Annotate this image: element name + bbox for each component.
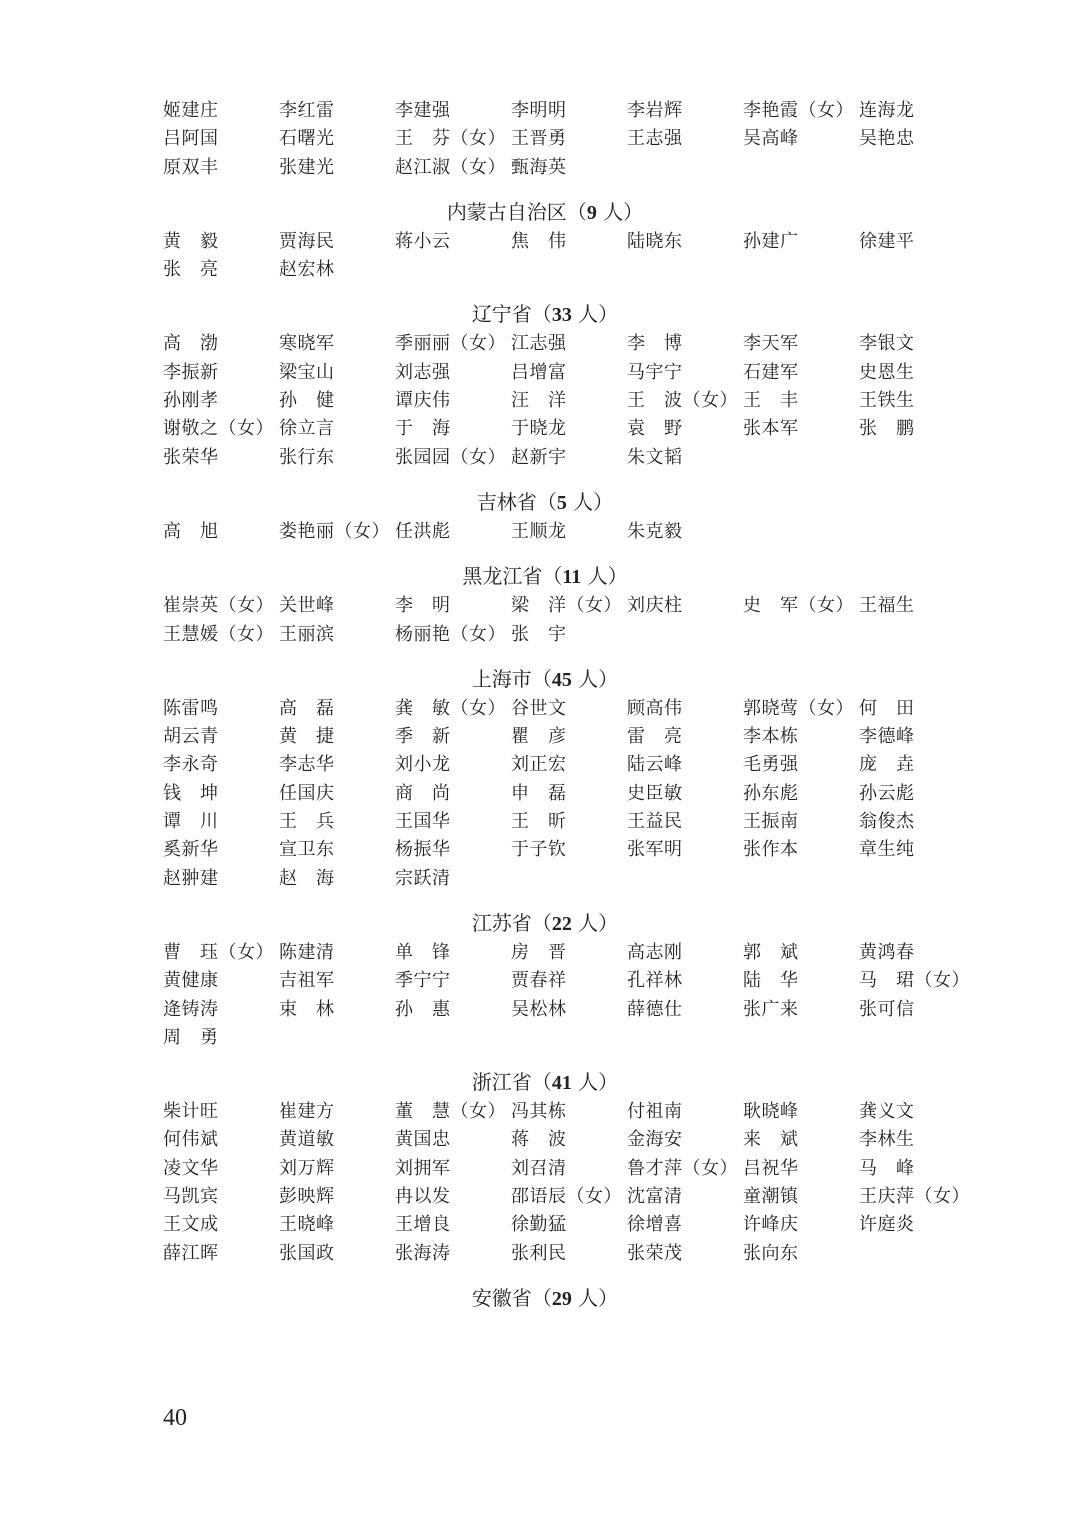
section-title-close: 人）: [566, 489, 614, 514]
person-name: 许庭炎: [859, 1214, 915, 1236]
person-name: 王福生: [859, 595, 915, 617]
person-name: 张作本: [743, 839, 799, 861]
person-name: 吴松林: [511, 998, 567, 1020]
person-name: 张利民: [511, 1242, 567, 1264]
section-title-count: 29: [551, 1287, 572, 1310]
section-title-name: 内蒙古自治区: [446, 199, 567, 224]
person-name: 凌文华: [163, 1157, 219, 1179]
section-title-close: 人）: [596, 199, 644, 224]
person-name: 马凯宾: [163, 1186, 219, 1208]
section-name-grid: [163, 939, 970, 1052]
province-section: [163, 1282, 963, 1314]
person-name: 张行东: [279, 446, 335, 468]
person-name: 龚 敏（女）: [395, 697, 506, 719]
person-name: 来 斌: [743, 1129, 799, 1151]
province-section: [163, 560, 963, 649]
person-name: 石建军: [743, 361, 799, 383]
person-name: 赵宏林: [279, 259, 335, 281]
person-name: 马宇宁: [627, 361, 683, 383]
person-name: 王铁生: [859, 390, 915, 412]
person-name: 张园园（女）: [395, 446, 506, 468]
person-name: 何 田: [859, 697, 915, 719]
person-name: 孙东彪: [743, 782, 799, 804]
person-name: 王 丰: [743, 390, 799, 412]
section-title-name: 江苏省: [471, 910, 532, 935]
person-name: 鲁才萍（女）: [627, 1157, 738, 1179]
section-title-count: 11: [562, 566, 582, 589]
person-name: 付祖南: [627, 1101, 683, 1123]
person-name: 甄海英: [511, 156, 567, 178]
person-name: 刘拥军: [395, 1157, 451, 1179]
person-name: 梁宝山: [279, 361, 335, 383]
person-name: 王 昕: [511, 811, 567, 833]
province-section: [163, 663, 963, 893]
province-section: [163, 486, 963, 546]
person-name: 黄 毅: [163, 230, 219, 252]
person-name: 江志强: [511, 333, 567, 355]
section-name-grid: [163, 330, 963, 471]
province-sections: [163, 196, 970, 1314]
person-name: 王 波（女）: [627, 390, 738, 412]
person-name: 翁俊杰: [859, 811, 915, 833]
person-name: 王增良: [395, 1214, 451, 1236]
section-title-count: 33: [551, 304, 572, 327]
person-name: 曹 珏（女）: [163, 941, 274, 963]
person-name: 孙刚孝: [163, 390, 219, 412]
person-name: 耿晓峰: [743, 1101, 799, 1123]
person-name: 张荣茂: [627, 1242, 683, 1264]
person-name: 王晋勇: [511, 128, 567, 150]
person-name: 钱 坤: [163, 782, 219, 804]
person-name: 李岩辉: [627, 100, 683, 121]
person-name: 刘召清: [511, 1157, 567, 1179]
person-name: 李林生: [859, 1129, 915, 1151]
person-name: 李永奇: [163, 754, 219, 776]
person-name: 张建光: [279, 156, 335, 178]
person-name: 许峰庆: [743, 1214, 799, 1236]
person-name: 于子钦: [511, 839, 567, 861]
person-name: 王益民: [627, 811, 683, 833]
person-name: 张 亮: [163, 259, 219, 281]
person-name: 王慧媛（女）: [163, 623, 274, 645]
person-name: 刘正宏: [511, 754, 567, 776]
person-name: 赵新宇: [511, 446, 567, 468]
person-name: 沈富清: [627, 1186, 683, 1208]
section-name-grid: [163, 592, 963, 649]
person-name: 李红雷: [279, 100, 335, 121]
person-name: 徐立言: [279, 418, 335, 440]
person-name: 孔祥林: [627, 970, 683, 992]
person-name: 胡云青: [163, 726, 219, 748]
person-name: 章生纯: [859, 839, 915, 861]
person-name: 李 明: [395, 595, 451, 617]
person-name: 邵语辰（女）: [511, 1186, 622, 1208]
person-name: 王庆萍（女）: [859, 1186, 970, 1208]
person-name: 王 兵: [279, 811, 335, 833]
person-name: 孙 惠: [395, 998, 451, 1020]
person-name: 李志华: [279, 754, 335, 776]
person-name: 董 慧（女）: [395, 1101, 506, 1123]
section-title-open: （: [531, 666, 552, 691]
section-title-count: 41: [551, 1072, 572, 1095]
section-title-name: 上海市: [471, 666, 532, 691]
section-title-open: （: [536, 489, 557, 514]
person-name: 原双丰: [163, 156, 219, 178]
person-name: 陈建清: [279, 941, 335, 963]
person-name: 娄艳丽（女）: [279, 520, 390, 542]
person-name: 刘庆柱: [627, 595, 683, 617]
person-name: 姬建庄: [163, 100, 219, 121]
person-name: 王丽滨: [279, 623, 335, 645]
person-name: 李天军: [743, 333, 799, 355]
section-title-count: 5: [556, 491, 567, 514]
person-name: 赵 海: [279, 867, 335, 889]
person-name: 杨振华: [395, 839, 451, 861]
person-name: 张军明: [627, 839, 683, 861]
person-name: 孙 健: [279, 390, 335, 412]
person-name: 赵江淑（女）: [395, 156, 506, 178]
person-name: 焦 伟: [511, 230, 567, 252]
person-name: 张本军: [743, 418, 799, 440]
person-name: 陆 华: [743, 970, 799, 992]
section-title-name: 辽宁省: [471, 302, 532, 327]
person-name: 商 尚: [395, 782, 451, 804]
section-title-name: 浙江省: [471, 1070, 532, 1095]
person-name: 吕祝华: [743, 1157, 799, 1179]
person-name: 赵翀建: [163, 867, 219, 889]
person-name: 王志强: [627, 128, 683, 150]
person-name: 贾海民: [279, 230, 335, 252]
person-name: 季 新: [395, 726, 451, 748]
person-name: 张 宇: [511, 623, 567, 645]
person-name: 顾高伟: [627, 697, 683, 719]
person-name: 房 晋: [511, 941, 567, 963]
person-name: 雷 亮: [627, 726, 683, 748]
person-name: 李 博: [627, 333, 683, 355]
person-name: 史 军（女）: [743, 595, 854, 617]
person-name: 郭晓莺（女）: [743, 697, 854, 719]
person-name: 龚义文: [859, 1101, 915, 1123]
person-name: 袁 野: [627, 418, 683, 440]
person-name: 王振南: [743, 811, 799, 833]
person-name: 张海涛: [395, 1242, 451, 1264]
person-name: 任洪彪: [395, 520, 451, 542]
person-name: 张可信: [859, 998, 915, 1020]
person-name: 崔建方: [279, 1101, 335, 1123]
person-name: 陆云峰: [627, 754, 683, 776]
person-name: 陆晓东: [627, 230, 683, 252]
person-name: 李建强: [395, 100, 451, 121]
section-title-close: 人）: [571, 910, 619, 935]
person-name: 高 渤: [163, 333, 219, 355]
person-name: 连海龙: [859, 100, 915, 121]
section-title-close: 人）: [571, 1070, 619, 1095]
person-name: 吉祖军: [279, 970, 335, 992]
section-title-name: 吉林省: [476, 489, 537, 514]
person-name: 王文成: [163, 1214, 219, 1236]
person-name: 张国政: [279, 1242, 335, 1264]
person-name: 薛德仕: [627, 998, 683, 1020]
person-name: 黄国忠: [395, 1129, 451, 1151]
person-name: 于晓龙: [511, 418, 567, 440]
person-name: 金海安: [627, 1129, 683, 1151]
section-title-open: （: [531, 910, 552, 935]
section-title-open: （: [531, 1070, 552, 1095]
person-name: 王 芬（女）: [395, 128, 506, 150]
person-name: 季宁宁: [395, 970, 451, 992]
person-name: 冯其栋: [511, 1101, 567, 1123]
person-name: 吴高峰: [743, 128, 799, 150]
name-list-page: [163, 97, 970, 1314]
section-title-count: 22: [551, 912, 572, 935]
continued-name-grid: [163, 97, 963, 182]
section-name-grid: [163, 1098, 970, 1268]
person-name: 冉以发: [395, 1186, 451, 1208]
person-name: 孙云彪: [859, 782, 915, 804]
person-name: 申 磊: [511, 782, 567, 804]
province-section: [163, 298, 963, 471]
section-title: [127, 663, 963, 695]
person-name: 寒晓军: [279, 333, 335, 355]
person-name: 贾春祥: [511, 970, 567, 992]
section-title: [127, 1282, 963, 1314]
person-name: 徐增喜: [627, 1214, 683, 1236]
page-number: 40: [163, 1405, 187, 1431]
person-name: 逄铸涛: [163, 998, 219, 1020]
person-name: 吕阿国: [163, 128, 219, 150]
person-name: 高 旭: [163, 520, 219, 542]
section-name-grid: [163, 228, 963, 285]
person-name: 徐勤猛: [511, 1214, 567, 1236]
person-name: 李本栋: [743, 726, 799, 748]
section-title-close: 人）: [581, 564, 628, 589]
person-name: 王顺龙: [511, 520, 567, 542]
person-name: 刘万辉: [279, 1157, 335, 1179]
person-name: 刘志强: [395, 361, 451, 383]
section-title-count: 9: [586, 201, 597, 224]
section-title-open: （: [566, 199, 587, 224]
person-name: 汪 洋: [511, 390, 567, 412]
person-name: 蒋 波: [511, 1129, 567, 1151]
person-name: 柴计旺: [163, 1101, 219, 1123]
section-title: [127, 196, 963, 228]
person-name: 李艳霞（女）: [743, 100, 854, 121]
section-title-open: （: [531, 302, 552, 327]
section-title: [127, 486, 963, 518]
section-title: [127, 298, 963, 330]
section-name-grid: [163, 695, 963, 893]
person-name: 王国华: [395, 811, 451, 833]
person-name: 束 林: [279, 998, 335, 1020]
person-name: 高志刚: [627, 941, 683, 963]
person-name: 季丽丽（女）: [395, 333, 506, 355]
person-name: 周 勇: [163, 1026, 219, 1048]
person-name: 石曙光: [279, 128, 335, 150]
person-name: 关世峰: [279, 595, 335, 617]
person-name: 蒋小云: [395, 230, 451, 252]
person-name: 张向东: [743, 1242, 799, 1264]
person-name: 李德峰: [859, 726, 915, 748]
person-name: 薛江晖: [163, 1242, 219, 1264]
person-name: 谷世文: [511, 697, 567, 719]
person-name: 谢敬之（女）: [163, 418, 274, 440]
person-name: 陈雷鸣: [163, 697, 219, 719]
person-name: 童潮镇: [743, 1186, 799, 1208]
person-name: 李明明: [511, 100, 567, 121]
person-name: 高 磊: [279, 697, 335, 719]
person-name: 宗跃清: [395, 867, 451, 889]
person-name: 彭映辉: [279, 1186, 335, 1208]
person-name: 李银文: [859, 333, 915, 355]
province-section: [163, 1066, 970, 1268]
person-name: 崔崇英（女）: [163, 595, 274, 617]
person-name: 宣卫东: [279, 839, 335, 861]
person-name: 徐建平: [859, 230, 915, 252]
person-name: 毛勇强: [743, 754, 799, 776]
person-name: 孙建广: [743, 230, 799, 252]
person-name: 梁 洋（女）: [511, 595, 622, 617]
section-title-close: 人）: [571, 666, 619, 691]
section-title: [127, 907, 963, 939]
person-name: 马 珺（女）: [859, 970, 970, 992]
section-title-open: （: [531, 1285, 552, 1310]
person-name: 王晓峰: [279, 1214, 335, 1236]
section-title-open: （: [542, 564, 563, 589]
province-section: [163, 196, 963, 285]
person-name: 任国庆: [279, 782, 335, 804]
section-title-close: 人）: [571, 302, 619, 327]
person-name: 史臣敏: [627, 782, 683, 804]
person-name: 单 锋: [395, 941, 451, 963]
person-name: 张 鹏: [859, 418, 915, 440]
person-name: 朱克毅: [627, 520, 683, 542]
section-name-grid: [163, 518, 963, 546]
person-name: 朱文韬: [627, 446, 683, 468]
person-name: 黄道敏: [279, 1129, 335, 1151]
person-name: 黄鸿春: [859, 941, 915, 963]
person-name: 谭 川: [163, 811, 219, 833]
person-name: 于 海: [395, 418, 451, 440]
person-name: 黄 捷: [279, 726, 335, 748]
province-section: [163, 907, 970, 1052]
section-title: [127, 560, 963, 592]
person-name: 奚新华: [163, 839, 219, 861]
person-name: 马 峰: [859, 1157, 915, 1179]
section-title: [127, 1066, 963, 1098]
person-name: 李振新: [163, 361, 219, 383]
person-name: 庞 垚: [859, 754, 915, 776]
person-name: 郭 斌: [743, 941, 799, 963]
person-name: 吕增富: [511, 361, 567, 383]
person-name: 吴艳忠: [859, 128, 915, 150]
person-name: 刘小龙: [395, 754, 451, 776]
person-name: 谭庆伟: [395, 390, 451, 412]
section-title-name: 安徽省: [471, 1285, 532, 1310]
person-name: 史恩生: [859, 361, 915, 383]
person-name: 张广来: [743, 998, 799, 1020]
person-name: 瞿 彦: [511, 726, 567, 748]
person-name: 杨丽艳（女）: [395, 623, 506, 645]
person-name: 黄健康: [163, 970, 219, 992]
section-title-close: 人）: [571, 1285, 619, 1310]
section-title-count: 45: [551, 668, 572, 691]
section-title-name: 黑龙江省: [462, 564, 543, 589]
person-name: 何伟斌: [163, 1129, 219, 1151]
person-name: 张荣华: [163, 446, 219, 468]
